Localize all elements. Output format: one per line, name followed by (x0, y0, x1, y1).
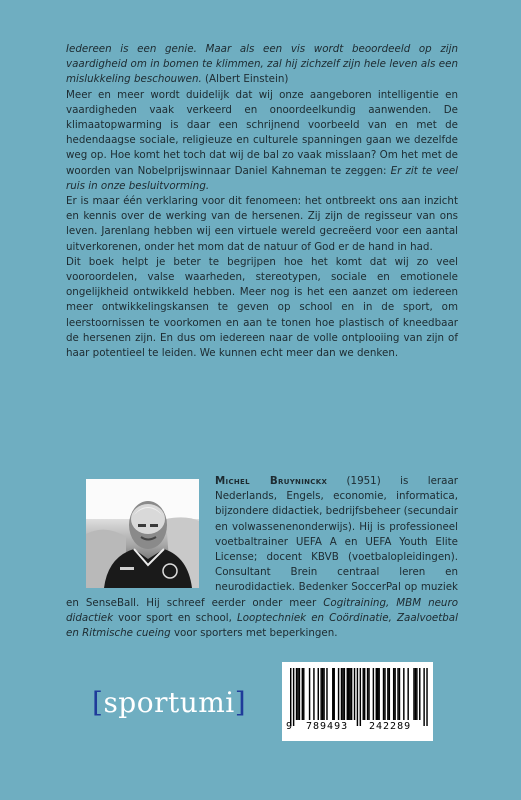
barcode-bar (360, 668, 361, 726)
bio-works-2: Looptechniek en Coördinatie, Zaalvoetbal en Ritmische cueing (66, 611, 458, 640)
barcode-bar (399, 668, 400, 720)
barcode-bar (349, 668, 350, 720)
barcode-bar (389, 668, 390, 720)
barcode-bar (397, 668, 398, 720)
barcode-bar (303, 668, 304, 720)
barcode-bar (354, 668, 355, 720)
barcode-bar (413, 668, 414, 720)
barcode-bar (323, 668, 324, 720)
barcode-bar (416, 668, 417, 720)
barcode-bar (296, 668, 297, 720)
paragraph-3: Dit boek helpt je beter te begrijpen hoe het komt dat wij zo veel vooroordelen, valse waarheden, stereotypen, sociale en emotionele ongelijkheid ontwikkeld hebben. Meer nog is het een aanzet om iedereen meer ontwikkelingskansen te geven op school en in de sport, om leerstoornissen te voorkomen en aan te tonen hoe plastisch of kneedbaar de hersenen zijn. En dus om iedereen naar de volle ontplooiing van zijn of haar potentieel te leiden. We kunnen echt meer dan we denken. (66, 255, 458, 360)
bio-text-3: voor sporters met beperkingen. (170, 627, 338, 640)
einstein-quote: Iedereen is een genie. Maar als een vis wordt beoordeeld op zijn vaardigheid om in bomen te klimmen, zal hij zichzelf zijn hele leven als een mislukkeling beschouwen. (66, 43, 458, 86)
barcode-group-2: 242289 (369, 721, 412, 732)
barcode-bar (302, 668, 303, 720)
barcode-bar (326, 668, 327, 720)
barcode-bar (341, 668, 342, 720)
barcode-bar (320, 668, 321, 720)
barcode-first-digit: 9 (286, 721, 294, 732)
barcode-bar (383, 668, 384, 720)
barcode-bar (419, 668, 420, 720)
barcode-bar (376, 668, 377, 720)
barcode-bar (364, 668, 365, 720)
kahneman-quote: Er zit te veel ruis in onze besluitvorming. (66, 164, 459, 192)
barcode-bar (367, 668, 368, 720)
barcode-bar (373, 668, 374, 720)
barcode-bar (363, 668, 364, 720)
barcode-bar (368, 668, 369, 720)
author-photo (86, 479, 199, 588)
barcode-bar (297, 668, 298, 720)
barcode-bar (332, 668, 333, 720)
barcode-bar (338, 668, 339, 720)
barcode-bar (415, 668, 416, 720)
logo-name: sportumi (103, 686, 235, 719)
barcode-bar (299, 668, 300, 720)
barcode-bar (377, 668, 378, 720)
barcode-bar (290, 668, 291, 726)
paragraph-2: Er is maar één verklaring voor dit fenomeen: het ontbreekt ons aan inzicht en kennis over de werking van de hersenen. Zij zijn de regisseur van ons leven. Jarenlang hebben wij een virtuele wereld gecreëerd voor een aantal uitverkorenen, onder het mom dat de natuur of God er de hand in had. (66, 195, 458, 253)
bio-works-1: Cogitraining, MBM neuro didactiek (66, 596, 458, 624)
barcode-bar (357, 668, 358, 726)
barcode-bar (387, 668, 388, 720)
logo-bracket-close: ] (234, 686, 247, 719)
barcode-bar (334, 668, 335, 720)
barcode-group-1: 789493 (306, 721, 349, 732)
quote-source: (Albert Einstein) (201, 73, 289, 86)
paragraph-1-text: Meer en meer wordt duidelijk dat wij onze aangeboren intelligentie en vaardigheden vaak verkeerd en onoordeelkundig aanwenden. De klimaatopwarming is daar een schrijnend voorbeeld van en met de hedendaagse sociale, religieuze en culturele spanningen gaan we dezelfde weg op. Hoe komt het toch dat wij de bal zo vaak misslaan? Om het met de woorden van Nobelprijswinnaar Daniel Kahneman te zeggen: (66, 88, 458, 177)
barcode-bar (378, 668, 379, 720)
intro-paragraph (66, 42, 458, 88)
barcode-bar (342, 668, 343, 720)
barcode-bar (423, 668, 424, 726)
isbn-barcode (282, 662, 433, 741)
bio-text-1: (1951) is leraar Nederlands, Engels, economie, informatica, bijzondere didactiek, bedrijfsbeheer (secundair en volwassenenonderwijs). Hij is professioneel voetbaltrainer UEFA A en UEFA Youth Elite License; docent KBVB (voetbalopleidingen). Consultant Brein centraal leren en neurodidactiek. Bedenker SoccerPal op muziek en SenseBall. Hij schreef eerder onder meer (66, 475, 458, 609)
barcode-bar (426, 668, 427, 726)
barcode-bar (313, 668, 314, 720)
barcode-bar (322, 668, 323, 720)
barcode-bar (394, 668, 395, 720)
bio-text-2: voor sport en school, (113, 611, 238, 624)
author-bio-section (66, 474, 458, 641)
barcode-bar (344, 668, 345, 720)
barcode-bar (407, 668, 408, 720)
paragraph-1 (66, 88, 458, 194)
publisher-logo (92, 686, 246, 719)
logo-bracket-open: [ (92, 686, 104, 719)
barcode-bar (384, 668, 385, 720)
barcode-bar (351, 668, 352, 720)
barcode-bar (347, 668, 348, 720)
barcode-bar (318, 668, 319, 720)
back-cover-text (66, 42, 458, 361)
barcode-bar (393, 668, 394, 720)
author-name: Michel Bruyninckx (215, 475, 328, 487)
barcode-bar (293, 668, 294, 726)
barcode-bar (309, 668, 310, 720)
barcode-bar (348, 668, 349, 720)
barcode-bar (403, 668, 404, 720)
